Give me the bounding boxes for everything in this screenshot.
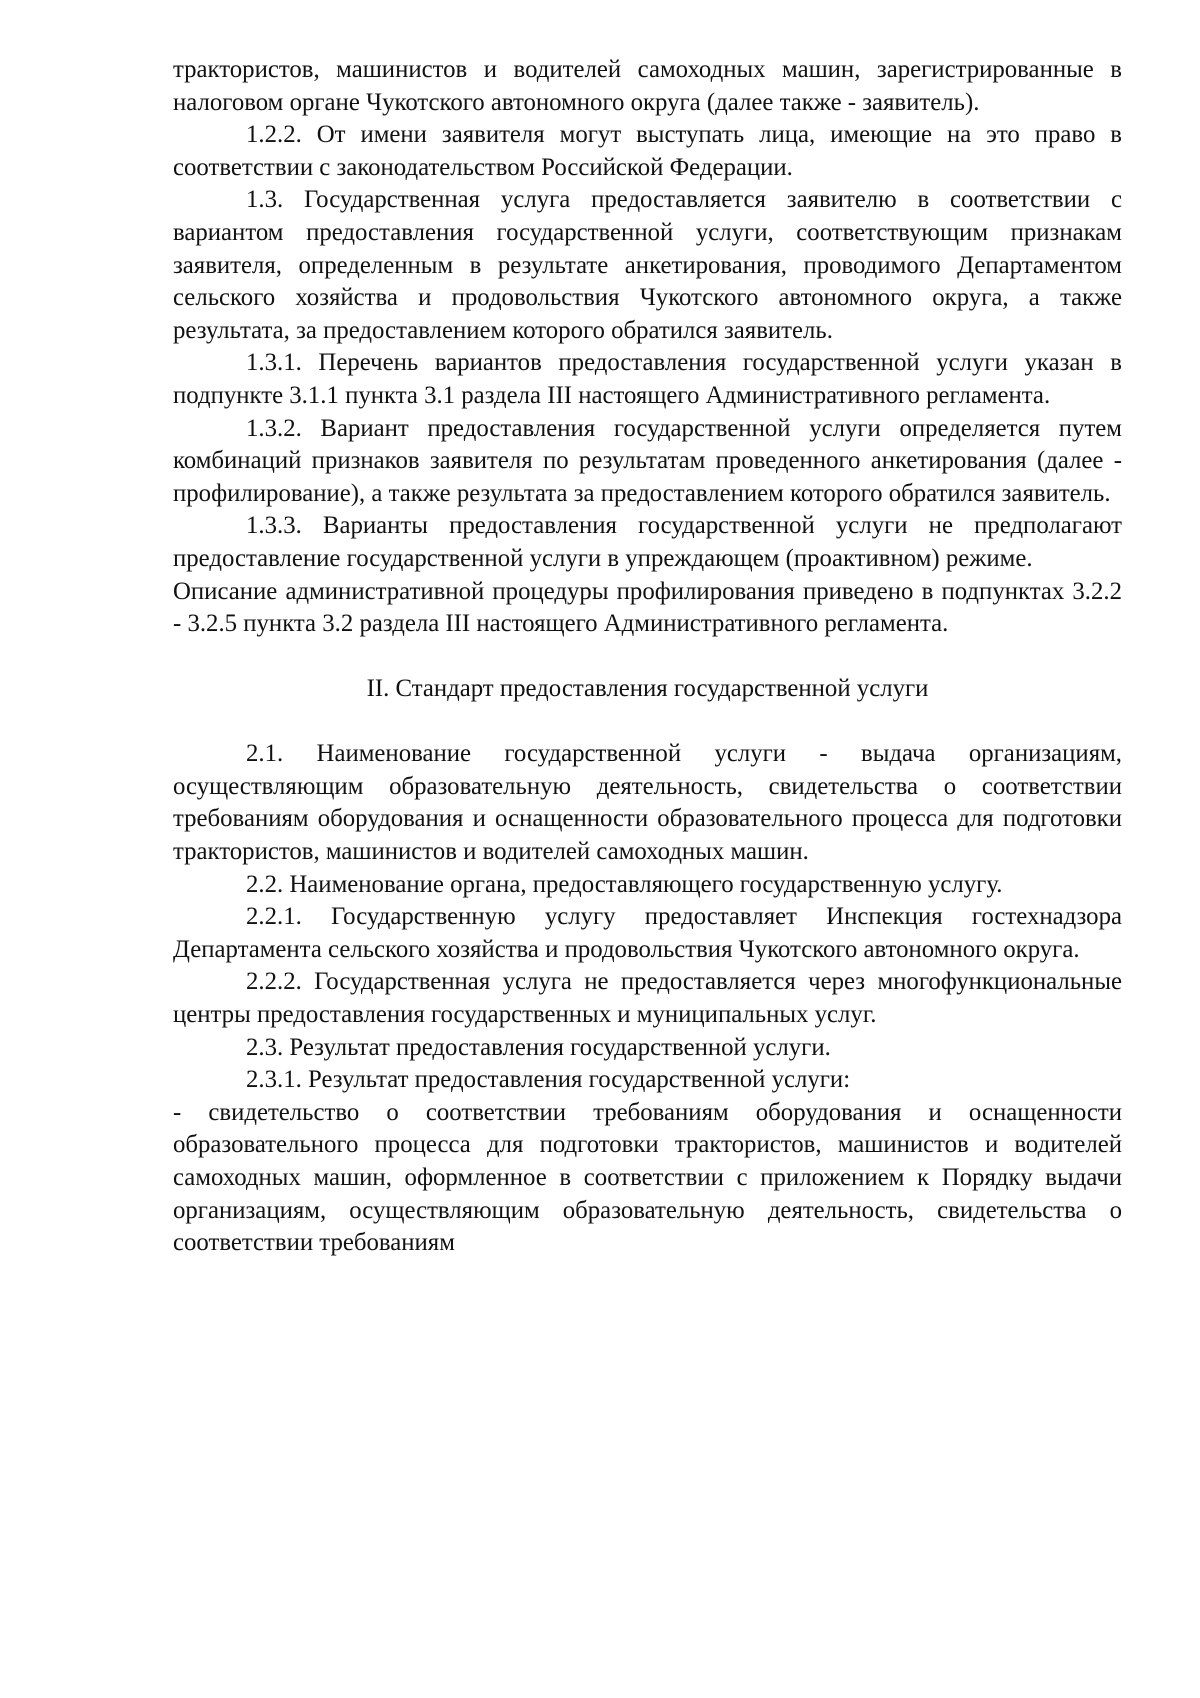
paragraph-2-2-2: 2.2.2. Государственная услуга не предоставляется через многофункциональные центры предоставления государственных и муниципальных услуг.	[173, 968, 1122, 1029]
paragraph-2-3-1: 2.3.1. Результат предоставления государственной услуги:	[246, 1066, 851, 1094]
paragraph-result-list-item: - свидетельство о соответствии требованиям оборудования и оснащенности образовательного процесса для подготовки трактористов, машинистов и водителей самоходных машин, оформленное в соответствии с приложением к Порядку выдачи организациям, осуществляющим образовательную деятельность, свидетельства о соответствии требованиям	[173, 1098, 1122, 1257]
section-heading: II. Стандарт предоставления государственной услуги	[366, 674, 929, 702]
paragraph-2-1: 2.1. Наименование государственной услуги - выдача организациям, осуществляющим образовательную деятельность, свидетельства о соответствии требованиям оборудования и оснащенности образовательного процесса для подготовки трактористов, машинистов и водителей самоходных машин.	[173, 740, 1122, 866]
paragraph-1-3-2: 1.3.2. Вариант предоставления государственной услуги определяется путем комбинаций признаков заявителя по результатам проведенного анкетирования (далее - профилирование), а также результата за предоставлением которого обратился заявитель.	[173, 414, 1122, 507]
paragraph-1-3-3: 1.3.3. Варианты предоставления государственной услуги не предполагают предоставление государственной услуги в упреждающем (проактивном) режиме.	[173, 512, 1122, 572]
paragraph-1-3: 1.3. Государственная услуга предоставляется заявителю в соответствии с вариантом предоставления государственной услуги, соответствующим признакам заявителя, определенным в результате анкетирования, проводимого Департаментом сельского хозяйства и продовольствия Чукотского автономного округа, а также результата, за предоставлением которого обратился заявитель.	[173, 186, 1122, 344]
paragraph-1-2-2: 1.2.2. От имени заявителя могут выступать лица, имеющие на это право в соответствии с законодательством Российской Федерации.	[173, 121, 1122, 181]
paragraph-1-3-1: 1.3.1. Перечень вариантов предоставления государственной услуги указан в подпункте 3.1.1 пункта 3.1 раздела III настоящего Административного регламента.	[173, 349, 1122, 409]
paragraph-2-2-1: 2.2.1. Государственную услугу предоставляет Инспекция гостехнадзора Департамента сельского хозяйства и продовольствия Чукотского автономного округа.	[173, 903, 1122, 963]
document-page	[173, 54, 1122, 1260]
paragraph-profiling-description: Описание административной процедуры профилирования приведено в подпунктах 3.2.2 - 3.2.5 пункта 3.2 раздела III настоящего Административного регламента.	[173, 577, 1122, 638]
paragraph-2-2: 2.2. Наименование органа, предоставляющего государственную услугу.	[246, 870, 1003, 898]
paragraph-applicants: трактористов, машинистов и водителей самоходных машин, зарегистрированные в налоговом органе Чукотского автономного округа (далее также - заявитель).	[173, 56, 1122, 116]
paragraph-2-3: 2.3. Результат предоставления государственной услуги.	[246, 1033, 831, 1061]
